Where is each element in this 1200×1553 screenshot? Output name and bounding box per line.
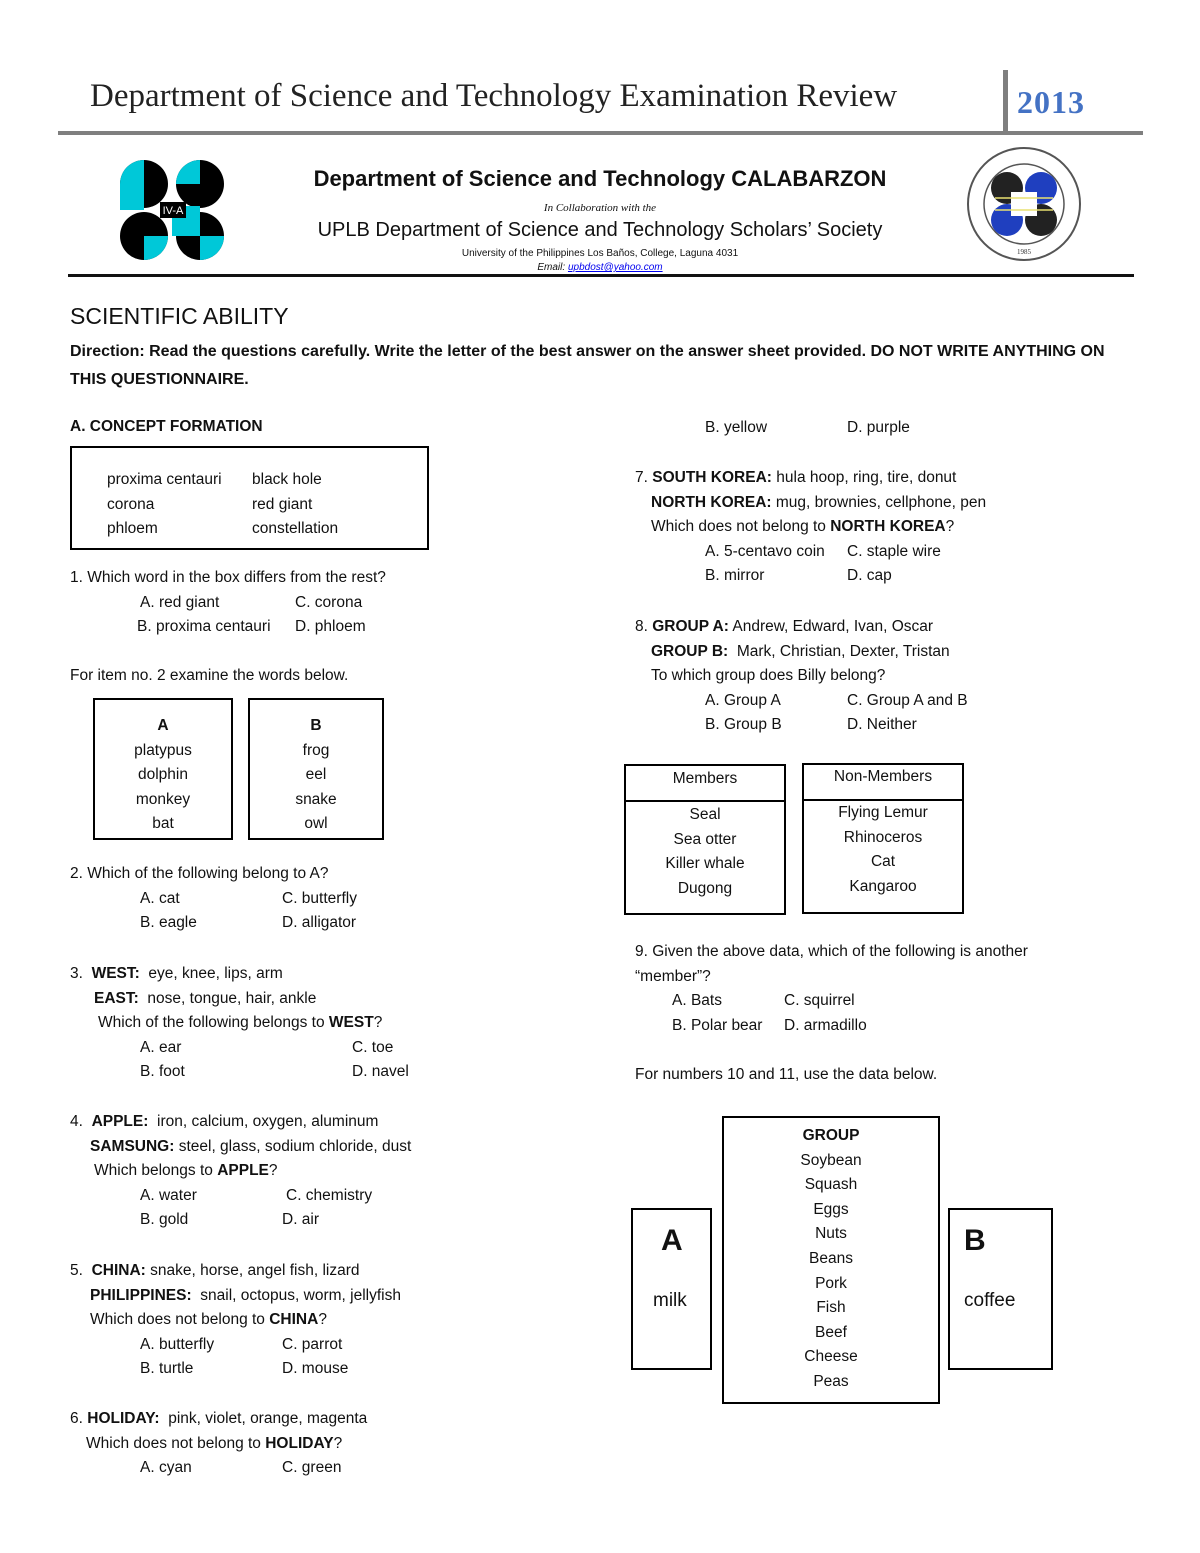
- q4-group2-items: steel, glass, sodium chloride, dust: [178, 1137, 412, 1155]
- group-item: Beans: [809, 1249, 853, 1267]
- direction-text: Read the questions carefully. Write the letter of the best answer on the answer sheet provided. DO NOT WRITE ANYTHING ON THIS QUESTIONNAIRE.: [70, 343, 1105, 388]
- q8-group2-items: Mark, Christian, Dexter, Tristan: [736, 642, 950, 660]
- q10-intro: For numbers 10 and 11, use the data below.: [635, 1066, 938, 1083]
- nonmembers-item: Rhinoceros: [843, 828, 923, 846]
- q3-choice-c: C. toe: [352, 1038, 394, 1056]
- q1-stem: 1. Which word in the box differs from the rest?: [70, 569, 386, 586]
- group-item: Squash: [804, 1176, 858, 1194]
- header-title: Department of Science and Technology Examination Review: [90, 78, 898, 114]
- box1-item: phloem: [107, 520, 158, 538]
- q3-ask: Which of the following belongs to: [98, 1014, 329, 1032]
- q3-ask-bold: WEST: [328, 1014, 374, 1032]
- box1-col2: [252, 468, 338, 542]
- org-name-line1: Department of Science and Technology CALABARZON: [313, 166, 887, 191]
- q6-choice-c: C. green: [282, 1459, 342, 1477]
- nonmembers-box: [802, 763, 964, 914]
- group-item: Fish: [816, 1299, 846, 1317]
- q8-choice-b: B. Group B: [705, 716, 782, 734]
- group-item: Pork: [815, 1274, 847, 1292]
- q3-choice-a: A. ear: [140, 1038, 182, 1056]
- box1-col1: [107, 468, 222, 542]
- q8-choice-a: A. Group A: [705, 691, 781, 709]
- direction-label: Direction:: [70, 343, 145, 360]
- group-a-item: bat: [152, 815, 174, 833]
- subheader-rule: [68, 274, 1134, 277]
- q5-ask-end: ?: [318, 1311, 327, 1329]
- q1-choice-b: B. proxima centauri: [137, 618, 271, 636]
- box-a-letter: A: [661, 1224, 683, 1257]
- q6-choice-b: B. yellow: [705, 419, 768, 436]
- q7-choice-d: D. cap: [847, 567, 892, 585]
- org-name-line2: UPLB Department of Science and Technology Scholars’ Society: [317, 219, 883, 241]
- q5-ask: Which does not belong to: [90, 1311, 270, 1329]
- q4-choice-b: B. gold: [140, 1211, 189, 1229]
- box1-item: red giant: [252, 495, 313, 513]
- group-a-item: monkey: [135, 790, 191, 808]
- q8-group1: GROUP A:: [652, 618, 729, 635]
- nonmembers-item: Flying Lemur: [838, 804, 928, 821]
- q5-group2-items: snail, octopus, worm, jellyfish: [200, 1286, 401, 1304]
- q2-choice-c: C. butterfly: [282, 889, 357, 907]
- question-5: [70, 1259, 401, 1382]
- box-b: [948, 1208, 1053, 1370]
- members-item: Dugong: [677, 879, 733, 897]
- q9-stem-cont: “member”?: [635, 967, 711, 985]
- q8-group2: GROUP B:: [651, 642, 729, 660]
- org-email: [250, 262, 950, 273]
- word-box-1: [70, 446, 429, 550]
- group-b-item: eel: [305, 766, 327, 784]
- direction: [70, 338, 1140, 394]
- header-rule: [58, 131, 1143, 135]
- q4-group1: APPLE:: [91, 1113, 149, 1130]
- question-4: [70, 1110, 411, 1233]
- q9-stem: 9. Given the above data, which of the following is another: [635, 943, 1028, 960]
- q7-group2-items: mug, brownies, cellphone, pen: [775, 493, 987, 511]
- q9-choice-c: C. squirrel: [784, 992, 855, 1010]
- email-link[interactable]: upbdost@yahoo.com: [567, 262, 663, 273]
- q4-group2: SAMSUNG:: [90, 1137, 175, 1155]
- q3-ask-end: ?: [373, 1014, 383, 1032]
- q6-ask-end: ?: [333, 1434, 343, 1452]
- q8-ask: To which group does Billy belong?: [651, 667, 886, 685]
- logo-region-text: IV-A: [162, 205, 184, 217]
- part-heading: A. CONCEPT FORMATION: [70, 418, 263, 435]
- q7-group1-items: hula hoop, ring, tire, donut: [776, 469, 957, 486]
- q3-group1: WEST:: [91, 965, 140, 982]
- q5-group2: PHILIPPINES:: [90, 1286, 192, 1304]
- q6-ask: Which does not belong to: [86, 1434, 266, 1452]
- q9-choice-d: D. armadillo: [784, 1016, 867, 1034]
- box-b-word: coffee: [964, 1290, 1016, 1311]
- group-a-box: [93, 698, 233, 840]
- q3-group2-items: nose, tongue, hair, ankle: [147, 989, 317, 1007]
- group-b-item: owl: [304, 815, 328, 833]
- q7-ask-bold: NORTH KOREA: [830, 518, 946, 536]
- section-title: SCIENTIFIC ABILITY: [70, 303, 289, 329]
- nonmembers-head: Non-Members: [804, 765, 962, 801]
- q4-choice-c: C. chemistry: [286, 1186, 373, 1204]
- q5-num: 5.: [70, 1262, 83, 1279]
- org-address: University of the Philippines Los Baños, College, Laguna 4031: [461, 248, 739, 259]
- q6-group1: HOLIDAY:: [87, 1410, 160, 1427]
- q7-group1: SOUTH KOREA:: [652, 469, 772, 486]
- q6-continued: [705, 416, 910, 441]
- q8-choice-c: C. Group A and B: [847, 691, 968, 709]
- group-item: Beef: [815, 1323, 847, 1341]
- q4-ask-end: ?: [268, 1162, 278, 1180]
- group-b-item: frog: [302, 741, 330, 759]
- q2-stem: 2. Which of the following belong to A?: [70, 865, 329, 882]
- members-head: Members: [626, 766, 784, 802]
- header-year: 2013: [1017, 84, 1085, 120]
- q3-choice-b: B. foot: [140, 1063, 185, 1081]
- q7-choice-c: C. staple wire: [847, 542, 941, 560]
- q4-ask: Which belongs to: [94, 1162, 218, 1180]
- q2-choice-d: D. alligator: [282, 914, 357, 932]
- group-item: Peas: [813, 1372, 849, 1390]
- group-b-item: snake: [295, 790, 337, 808]
- q2-intro: For item no. 2 examine the words below.: [70, 667, 349, 684]
- q1-choice-c: C. corona: [295, 593, 363, 611]
- members-item: Seal: [689, 806, 721, 823]
- q7-choice-a: A. 5-centavo coin: [705, 542, 825, 560]
- group-b-head: B: [310, 717, 322, 734]
- nonmembers-item: Kangaroo: [849, 877, 917, 895]
- q7-ask-end: ?: [945, 518, 955, 536]
- q5-group1: CHINA:: [91, 1262, 146, 1279]
- society-seal: [965, 146, 1083, 262]
- question-1: [70, 566, 386, 640]
- header-divider: [1003, 70, 1008, 132]
- q8-choice-d: D. Neither: [847, 716, 917, 734]
- question-7: [635, 466, 986, 589]
- q5-group1-items: snake, horse, angel fish, lizard: [150, 1262, 360, 1279]
- q3-group2: EAST:: [94, 989, 139, 1007]
- box1-item: corona: [107, 495, 155, 513]
- members-item: Sea otter: [673, 830, 737, 848]
- box1-item: constellation: [252, 520, 339, 538]
- q7-ask: Which does not belong to: [651, 518, 831, 536]
- dost-logo: [116, 158, 228, 262]
- org-collab: In Collaboration with the: [543, 202, 657, 214]
- nonmembers-item: Cat: [870, 853, 896, 871]
- q4-num: 4.: [70, 1113, 83, 1130]
- q5-choice-d: D. mouse: [282, 1360, 349, 1378]
- q5-choice-b: B. turtle: [140, 1360, 194, 1378]
- q4-choice-a: A. water: [140, 1186, 197, 1204]
- question-9: [635, 940, 1028, 1038]
- box-a-word: milk: [653, 1290, 687, 1311]
- box1-item: proxima centauri: [107, 471, 222, 488]
- q5-choice-a: A. butterfly: [140, 1335, 215, 1353]
- q4-group1-items: iron, calcium, oxygen, aluminum: [157, 1113, 379, 1130]
- q6-choice-d: D. purple: [847, 419, 910, 436]
- q7-group2: NORTH KOREA:: [651, 493, 772, 511]
- box-b-letter: B: [964, 1224, 986, 1257]
- q5-ask-bold: CHINA: [269, 1311, 319, 1329]
- q1-choice-d: D. phloem: [295, 618, 366, 636]
- group-a-head: A: [157, 717, 169, 734]
- group-a-item: platypus: [134, 741, 192, 759]
- question-2: [70, 862, 357, 936]
- question-3: [70, 962, 409, 1085]
- q3-group1-items: eye, knee, lips, arm: [148, 965, 283, 982]
- q6-group1-items: pink, violet, orange, magenta: [168, 1410, 368, 1427]
- group-item: Cheese: [804, 1348, 858, 1366]
- group-item: Eggs: [813, 1200, 849, 1218]
- group-item: Nuts: [815, 1225, 847, 1243]
- q7-num: 7.: [635, 469, 648, 486]
- group-head: GROUP: [802, 1127, 860, 1144]
- q2-choice-a: A. cat: [140, 889, 180, 907]
- email-label: Email:: [537, 262, 566, 273]
- q1-choice-a: A. red giant: [140, 593, 220, 611]
- q4-ask-bold: APPLE: [217, 1162, 269, 1180]
- question-8: [635, 615, 968, 738]
- q6-num: 6.: [70, 1410, 83, 1427]
- q9-choice-b: B. Polar bear: [672, 1016, 763, 1034]
- q8-group1-items: Andrew, Edward, Ivan, Oscar: [732, 618, 934, 635]
- group-a-item: dolphin: [138, 766, 188, 784]
- box1-item: black hole: [252, 471, 322, 488]
- q3-choice-d: D. navel: [352, 1063, 409, 1081]
- q6-ask-bold: HOLIDAY: [265, 1434, 334, 1452]
- q6-choice-a: A. cyan: [140, 1459, 192, 1477]
- members-item: Killer whale: [665, 855, 745, 873]
- members-box: [624, 764, 786, 915]
- seal-year: 1985: [1017, 248, 1031, 256]
- group-box: [722, 1116, 940, 1404]
- q7-choice-b: B. mirror: [705, 567, 765, 585]
- q2-choice-b: B. eagle: [140, 914, 197, 932]
- box-a: [631, 1208, 712, 1370]
- group-item: Soybean: [800, 1151, 862, 1169]
- q5-choice-c: C. parrot: [282, 1335, 343, 1353]
- question-6: [70, 1407, 367, 1481]
- q4-choice-d: D. air: [282, 1211, 320, 1229]
- q8-num: 8.: [635, 618, 648, 635]
- q3-num: 3.: [70, 965, 83, 982]
- group-b-box: [248, 698, 384, 840]
- q9-choice-a: A. Bats: [672, 992, 722, 1010]
